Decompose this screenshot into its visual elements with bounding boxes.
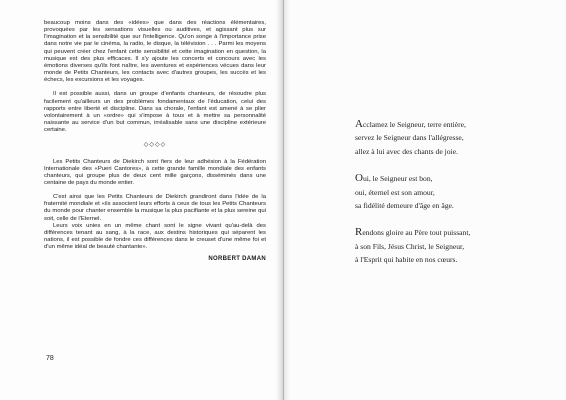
drop-cap: R	[355, 226, 363, 239]
drop-cap: O	[355, 172, 363, 185]
article-paragraph: Il est possible aussi, dans un groupe d'enfants chanteurs, de résoudre plus facilement qu'ailleurs un des problèmes fondamentaux de l'éducation, celui des rapports entre liberté et discipline. Dans sa chorale, l'enfant est amené à se plier volontairement à un «ordre» qui s'impose à tous et à mettre sa personnalité naissante au service d'un but commun, irréalisable sans une discipline extérieure certaine.	[44, 91, 266, 134]
hymn-stanza	[355, 118, 545, 158]
hymn-line: Acclamez le Seigneur, terre entière,	[355, 118, 466, 130]
hymn-line: sa fidélité demeure d'âge en âge.	[355, 201, 454, 211]
hymn-line: servez le Seigneur dans l'allégresse,	[355, 133, 464, 143]
author-signature: NORBERT DAMAN	[208, 256, 266, 263]
drop-cap: A	[355, 118, 363, 130]
hymn-text	[355, 118, 545, 281]
book-gutter	[276, 0, 290, 400]
hymn-line: à son Fils, Jésus Christ, le Seigneur,	[355, 241, 465, 251]
article-text	[44, 20, 266, 264]
hymn-stanza	[355, 172, 545, 212]
hymn-line: Oui, le Seigneur est bon,	[355, 172, 433, 185]
hymn-line: Rendons gloire au Père tout puissant,	[355, 226, 471, 239]
section-separator: ◇◇◇◇	[143, 142, 167, 149]
article-paragraph: beaucoup moins dans des «idées» que dans des réactions élémentaires, provoquées par les sensations visuelles ou auditives, et agissant plus sur l'imagination et la sensibilité que sur l'intelligence. Qu'on songe à l'importance prise dans notre vie par le cinéma, la radio, le disque, la télévision . . . Parmi les moyens qui peuvent créer chez l'enfant cette sensibilité et cette imagination en question, la musique est des plus efficaces. Il s'y ajoute les concerts et concours avec les émotions diverses qu'ils font naître, les aventures et expériences vécues dans leur monde de Petits Chanteurs, les contacts avec d'autres groupes, les succès et les échecs, les excursions et les voyages.	[44, 20, 266, 84]
hymn-line: oui, éternel est son amour,	[355, 187, 435, 197]
article-paragraph: C'est ainsi que les Petits Chanteurs de Diekirch grandiront dans l'idée de la fraternité mondiale et «ils associent leurs efforts à ceux de tous les Petits Chanteurs du monde pour chanter ensemble la musique la plus pacifiante et la plus sereine qui soit, celle de l'Eternel.	[44, 194, 266, 222]
hymn-line: à l'Esprit qui habite en nos cœurs.	[355, 255, 458, 265]
hymn-stanza	[355, 226, 545, 266]
page-number: 78	[46, 355, 54, 362]
hymn-line: allez à lui avec des chants de joie.	[355, 146, 458, 156]
article-paragraph: Les Petits Chanteurs de Diekirch sont fiers de leur adhésion à la Fédération Internationale des «Pueri Cantores», à cette grande famille mondiale des enfants chanteurs, qui groupe plus de deux cent mille garçons, disséminés dans une centaine de pays du monde entier.	[44, 158, 266, 186]
article-paragraph: Leurs voix unies en un même chant sont le signe vivant qu'au-delà des différences tenant au sang, à la race, aux destins historiques qui séparent les nations, il est possible de fondre ces différences dans le creuset d'une même foi et d'un même idéal de beauté chantante».	[44, 222, 266, 251]
